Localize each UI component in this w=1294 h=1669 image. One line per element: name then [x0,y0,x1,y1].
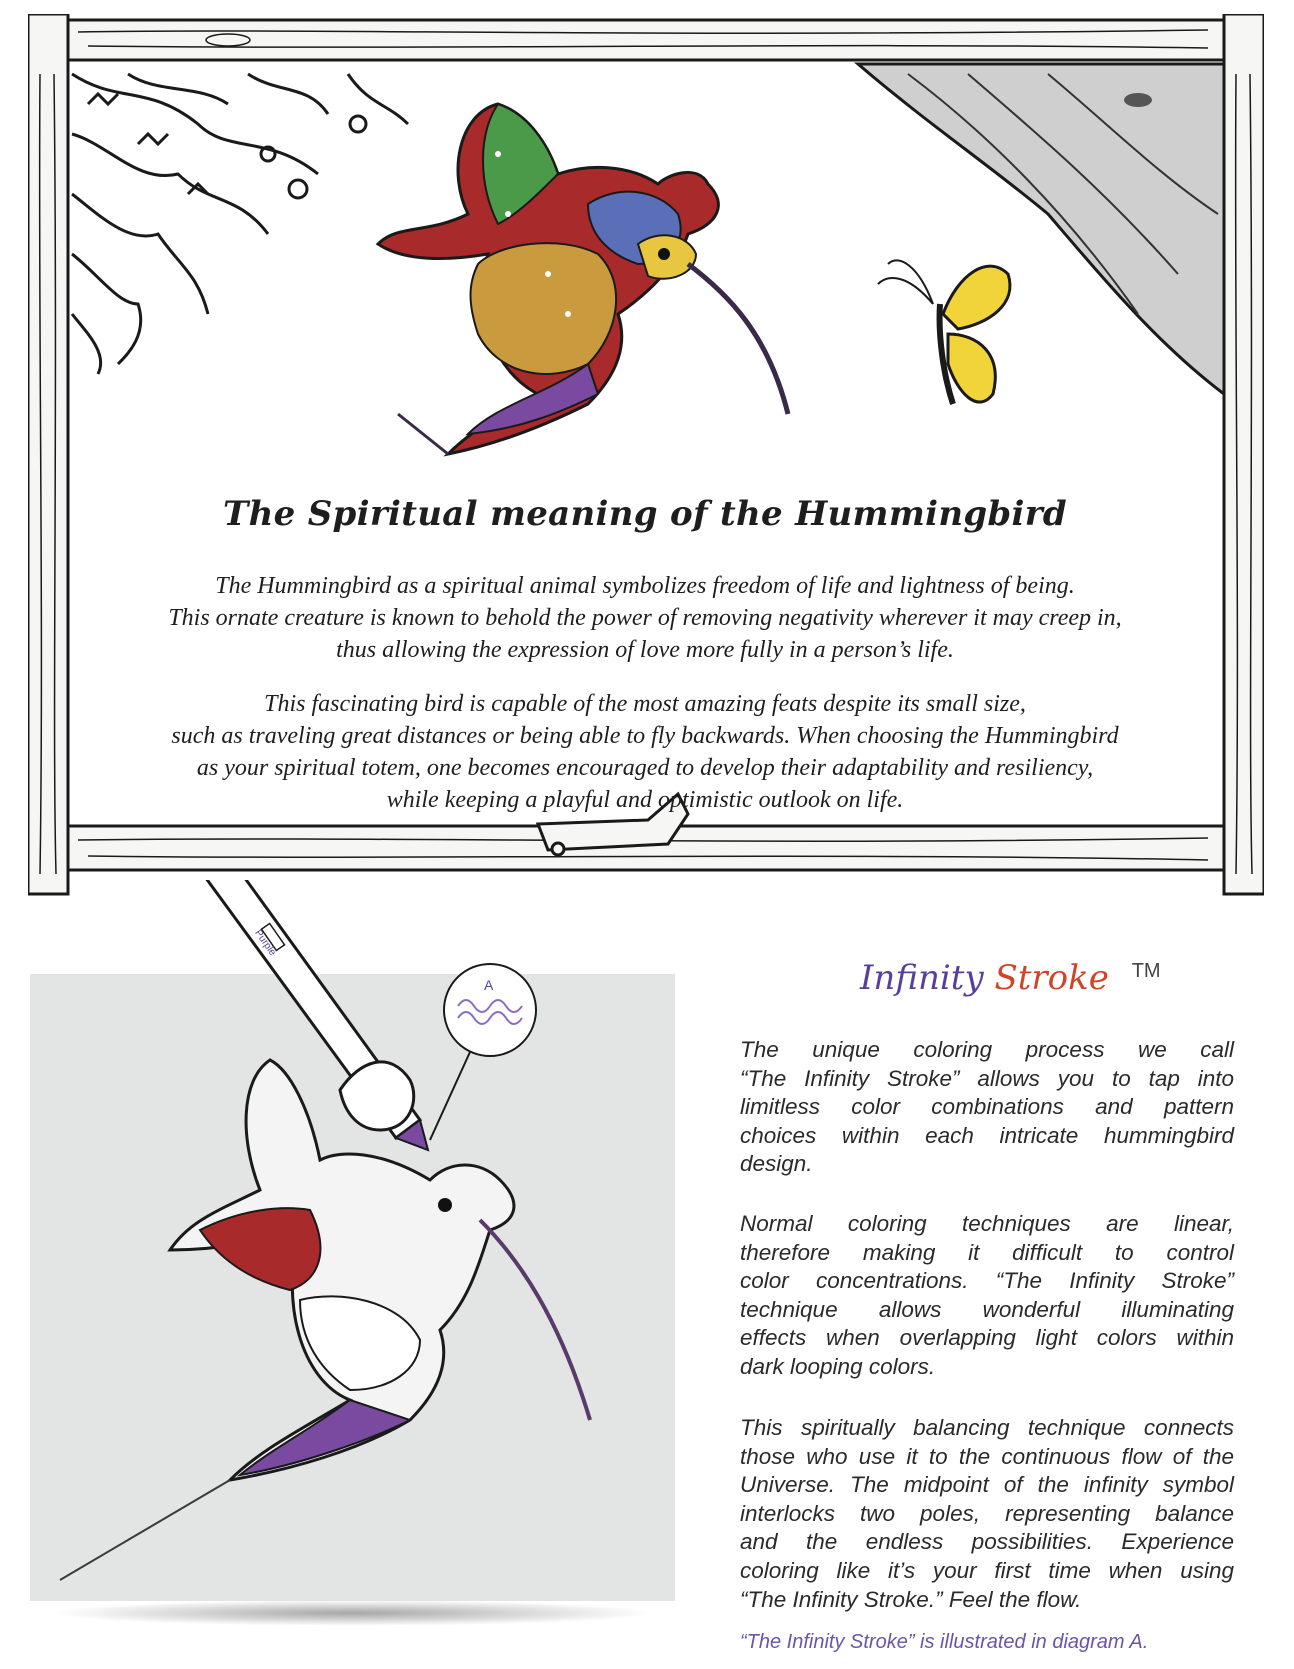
brand-word-stroke: Stroke [994,958,1109,998]
technique-line: effects when overlapping light colors within [740,1325,1234,1351]
balance-paragraph [740,1414,1234,1614]
technique-line: dark looping colors. [740,1353,936,1379]
hummingbird-colored-illustration [378,104,788,454]
feats-line: as your spiritual totem, one becomes encouraged to develop their adaptability and resiliency, [196,755,1094,781]
page-title: The Spiritual meaning of the Hummingbird [223,494,1067,534]
technique-line: therefore making it difficult to control [740,1239,1234,1265]
balance-line: Universe. The midpoint of the infinity symbol [740,1472,1234,1498]
balance-line: coloring like it’s your first time when using [740,1557,1234,1583]
trademark-mark: TM [1131,960,1161,982]
pencil-label: Purple [252,927,278,958]
feats-line: This fascinating bird is capable of the most amazing feats despite its small size, [264,691,1026,717]
technique-line: Normal coloring techniques are linear, [740,1211,1234,1236]
process-line: choices within each intricate hummingbird [740,1122,1234,1148]
feats-paragraph [70,688,1220,816]
butterfly-illustration [878,260,1010,404]
diagram-illustration [0,880,700,1640]
diagram-label: A [484,977,494,993]
feats-line: while keeping a playful and optimistic outlook on life. [386,787,904,813]
intro-line: The Hummingbird as a spiritual animal symbolizes freedom of life and lightness of being. [215,573,1075,599]
foliage-left [72,74,408,374]
balance-line: those who use it to the continuous flow of the [740,1443,1234,1469]
balance-line: This spiritually balancing technique connects [740,1415,1234,1440]
balance-line: and the endless possibilities. Experience [740,1529,1234,1555]
process-line: “The Infinity Stroke” allows you to tap into [740,1065,1234,1091]
brand-word-infinity: Infinity [860,958,984,998]
diagram-caption: “The Infinity Stroke” is illustrated in diagram A. [740,1631,1149,1653]
process-line: limitless color combinations and pattern [740,1094,1234,1120]
process-line: The unique coloring process we call [740,1037,1234,1062]
brand-wordmark [860,958,1180,1018]
tree-trunk-right [858,64,1224,394]
intro-paragraph [70,570,1220,666]
technique-line: technique allows wonderful illuminating [740,1296,1234,1322]
intro-line: thus allowing the expression of love more fully in a person’s life. [336,637,954,663]
feats-line: such as traveling great distances or being able to fly backwards. When choosing the Hummingbird [171,723,1119,749]
diagram-callout [430,964,536,1140]
balance-line: interlocks two poles, representing balance [740,1500,1234,1526]
process-paragraph [740,1036,1234,1179]
hummingbird-lineart [60,1060,590,1580]
intro-line: This ornate creature is known to behold the power of removing negativity wherever it may creep in, [168,605,1122,631]
technique-paragraph [740,1210,1234,1382]
process-line: design. [740,1151,813,1177]
technique-line: color concentrations. “The Infinity Stroke” [740,1268,1234,1294]
balance-line: “The Infinity Stroke.” Feel the flow. [740,1586,1082,1612]
